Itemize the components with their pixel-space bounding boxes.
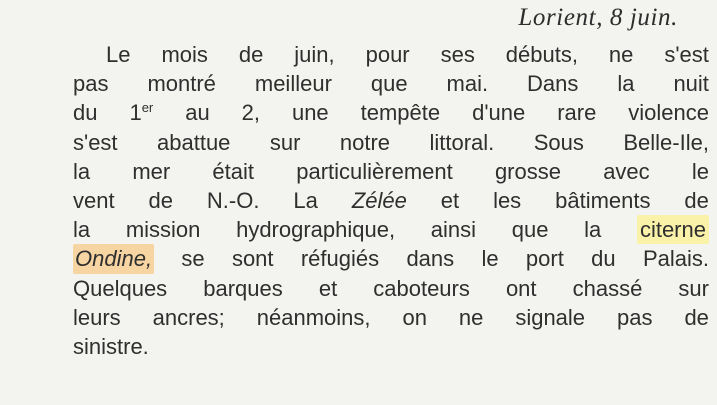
word: tempête [360,100,441,126]
word: que [511,217,549,243]
word: et [318,275,338,301]
word: abattue [157,129,231,155]
word: particulièrement [296,158,453,184]
word: au [185,100,210,126]
word: port [525,246,564,272]
word: hydrographique, [236,217,396,243]
word: Quelques [73,275,168,301]
highlight-ondine: Ondine, [73,244,154,273]
word: mission [125,217,201,243]
word: Le [106,42,131,67]
word: du [591,246,616,272]
word: la [617,71,635,97]
word: Palais. [642,246,709,272]
word: les [493,187,522,213]
word: N.-O. [206,187,260,213]
ordinal-superscript: er [141,100,154,116]
word: grosse [494,158,561,184]
word: une [291,100,329,126]
word: pas [617,304,653,330]
word: la [73,217,91,243]
word: nuit [673,71,709,97]
word: de [684,187,709,213]
word: d'une [472,100,526,126]
word: s'est [73,129,118,155]
word: avec [603,158,650,184]
word: ont [505,275,537,301]
word: sont [231,246,274,272]
word: pour [365,42,410,67]
ordinal-number: 1 [129,100,142,126]
word: vent [73,187,115,213]
article-line-6 [73,186,709,215]
word: ne [608,42,634,67]
word: bâtiments [555,187,651,213]
word: Sous [533,129,584,155]
word: se [181,246,205,272]
word: de [684,304,709,330]
word: s'est [664,42,709,67]
word: le [481,246,499,272]
word: réfugiés [300,246,380,272]
word: rare [557,100,597,126]
article-line-11 [73,332,709,361]
word: ses [440,42,475,67]
word: montré [147,71,216,97]
word: néanmoins, [256,304,371,330]
word: la [73,158,91,184]
word: Belle-Ile, [623,129,709,155]
word: mois [161,42,208,67]
ordinal [129,98,153,127]
word: ancres; [152,304,225,330]
word: sur [269,129,301,155]
article-line-4 [73,128,709,157]
article-line-9 [73,274,709,303]
article-line-2 [73,69,709,98]
word: mai. [446,71,489,97]
dateline [518,4,678,32]
word: Dans [527,71,579,97]
word: le [691,158,709,184]
word: littoral. [429,129,495,155]
word: notre [339,129,391,155]
word: leurs [73,304,121,330]
word: mer [132,158,171,184]
word: barques [203,275,283,301]
word: meilleur [254,71,332,97]
word: du [73,100,98,126]
article-text [73,40,709,361]
article-line-8 [73,244,709,273]
word: de [238,42,264,67]
word: ainsi [430,217,477,243]
word: 2, [241,100,260,126]
word: on [402,304,427,330]
article-line-10 [73,303,709,332]
word: sinistre. [73,333,149,359]
word: sur [678,275,709,301]
word: que [370,71,408,97]
word: dans [406,246,455,272]
article-line-3 [73,98,709,127]
ship-name-zelee: Zélée [351,187,407,213]
word: et [440,187,460,213]
word: La [293,187,318,213]
word: la [584,217,602,243]
word: pas [73,71,109,97]
word: chassé [572,275,643,301]
word: juin, [294,42,335,67]
article-line-7 [73,215,709,244]
word: caboteurs [373,275,470,301]
word: était [212,158,255,184]
article-line-5 [73,157,709,186]
dateline-place: Lorient, [518,4,604,31]
highlight-citerne: citerne [637,215,709,244]
word: violence [628,100,709,126]
word: signale [515,304,586,330]
word: ne [458,304,484,330]
dateline-date: 8 juin. [609,4,678,31]
word: débuts, [505,42,578,67]
word: de [148,187,173,213]
article-line-1 [73,40,709,69]
